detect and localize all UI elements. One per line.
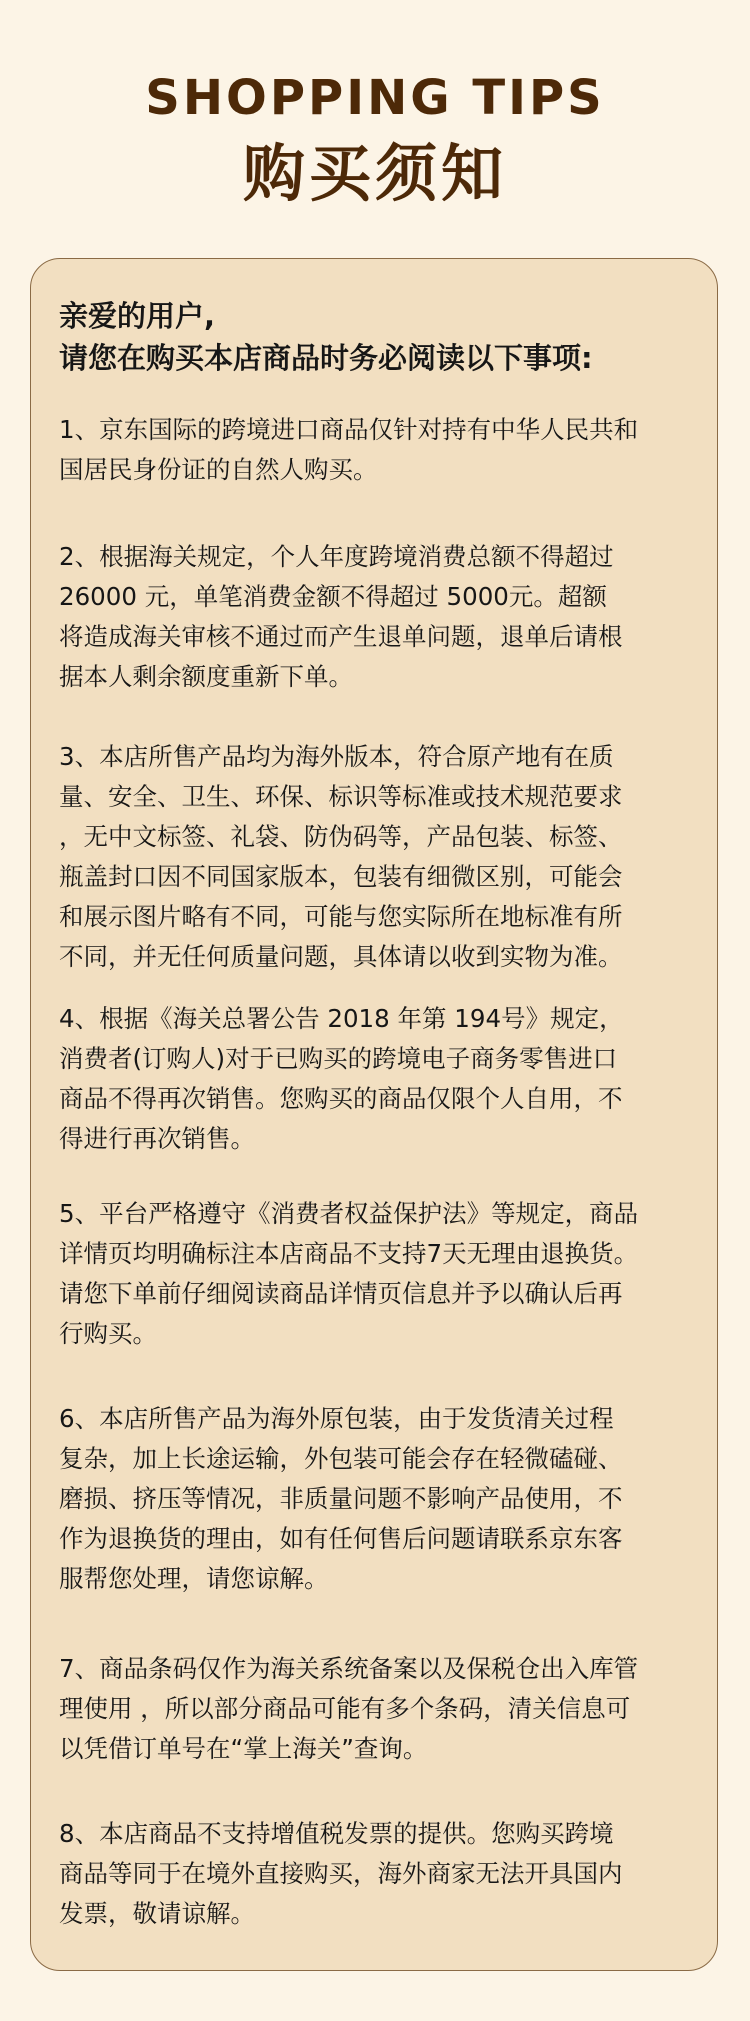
tip-line: 2、根据海关规定，个人年度跨境消费总额不得超过 — [59, 542, 614, 571]
tip-item-1 — [59, 410, 699, 490]
tip-line: 详情页均明确标注本店商品不支持7天无理由退换货。 — [59, 1239, 639, 1268]
tip-line: 4、根据《海关总署公告 2018 年第 194号》规定， — [59, 1004, 624, 1033]
tip-line: 请您下单前仔细阅读商品详情页信息并予以确认后再 — [59, 1279, 623, 1308]
tip-line: 行购买。 — [59, 1319, 157, 1348]
tips-panel — [30, 258, 718, 1971]
tip-line: 据本人剩余额度重新下单。 — [59, 662, 353, 691]
tip-item-3 — [59, 737, 699, 977]
tip-line: 复杂，加上长途运输，外包装可能会存在轻微磕碰、 — [59, 1444, 623, 1473]
tip-item-7 — [59, 1649, 699, 1769]
tip-line: 以凭借订单号在“掌上海关”查询。 — [59, 1734, 428, 1763]
tip-line: 1、京东国际的跨境进口商品仅针对持有中华人民共和 — [59, 415, 639, 444]
greeting-instruction: 请您在购买本店商品时务必阅读以下事项: — [59, 341, 593, 375]
tip-line: 瓶盖封口因不同国家版本，包装有细微区别，可能会 — [59, 862, 623, 891]
tip-line: 8、本店商品不支持增值税发票的提供。您购买跨境 — [59, 1819, 614, 1848]
greeting-salutation: 亲爱的用户, — [59, 299, 216, 333]
tip-line: 得进行再次销售。 — [59, 1124, 255, 1153]
tip-line: 6、本店所售产品为海外原包装，由于发货清关过程 — [59, 1404, 614, 1433]
greeting — [59, 295, 699, 379]
tip-line: 不同，并无任何质量问题，具体请以收到实物为准。 — [59, 942, 623, 971]
tip-line: 和展示图片略有不同，可能与您实际所在地标准有所 — [59, 902, 623, 931]
tip-item-4 — [59, 999, 699, 1159]
tip-line: 5、平台严格遵守《消费者权益保护法》等规定，商品 — [59, 1199, 639, 1228]
title-english: SHOPPING TIPS — [145, 70, 605, 126]
tip-line: 发票，敬请谅解。 — [59, 1899, 255, 1928]
tip-line: 消费者(订购人)对于已购买的跨境电子商务零售进口 — [59, 1044, 618, 1073]
tip-line: ，无中文标签、礼袋、防伪码等，产品包装、标签、 — [59, 822, 623, 851]
tip-item-8 — [59, 1814, 699, 1934]
tip-line: 商品不得再次销售。您购买的商品仅限个人自用，不 — [59, 1084, 623, 1113]
tip-line: 26000 元，单笔消费金额不得超过 5000元。超额 — [59, 582, 607, 611]
tip-line: 3、本店所售产品均为海外版本，符合原产地有在质 — [59, 742, 614, 771]
tip-item-6 — [59, 1399, 699, 1599]
tip-line: 7、商品条码仅作为海关系统备案以及保税仓出入库管 — [59, 1654, 639, 1683]
tip-line: 服帮您处理，请您谅解。 — [59, 1564, 329, 1593]
tip-item-2 — [59, 537, 699, 697]
tip-item-5 — [59, 1194, 699, 1354]
tip-line: 量、安全、卫生、环保、标识等标准或技术规范要求 — [59, 782, 623, 811]
tip-line: 国居民身份证的自然人购买。 — [59, 455, 378, 484]
tip-line: 理使用 ，所以部分商品可能有多个条码，清关信息可 — [59, 1694, 631, 1723]
tip-line: 商品等同于在境外直接购买，海外商家无法开具国内 — [59, 1859, 623, 1888]
tip-line: 将造成海关审核不通过而产生退单问题，退单后请根 — [59, 622, 623, 651]
title-chinese: 购买须知 — [242, 137, 507, 210]
page-header — [0, 0, 750, 250]
tip-line: 磨损、挤压等情况，非质量问题不影响产品使用，不 — [59, 1484, 623, 1513]
tip-line: 作为退换货的理由，如有任何售后问题请联系京东客 — [59, 1524, 623, 1553]
